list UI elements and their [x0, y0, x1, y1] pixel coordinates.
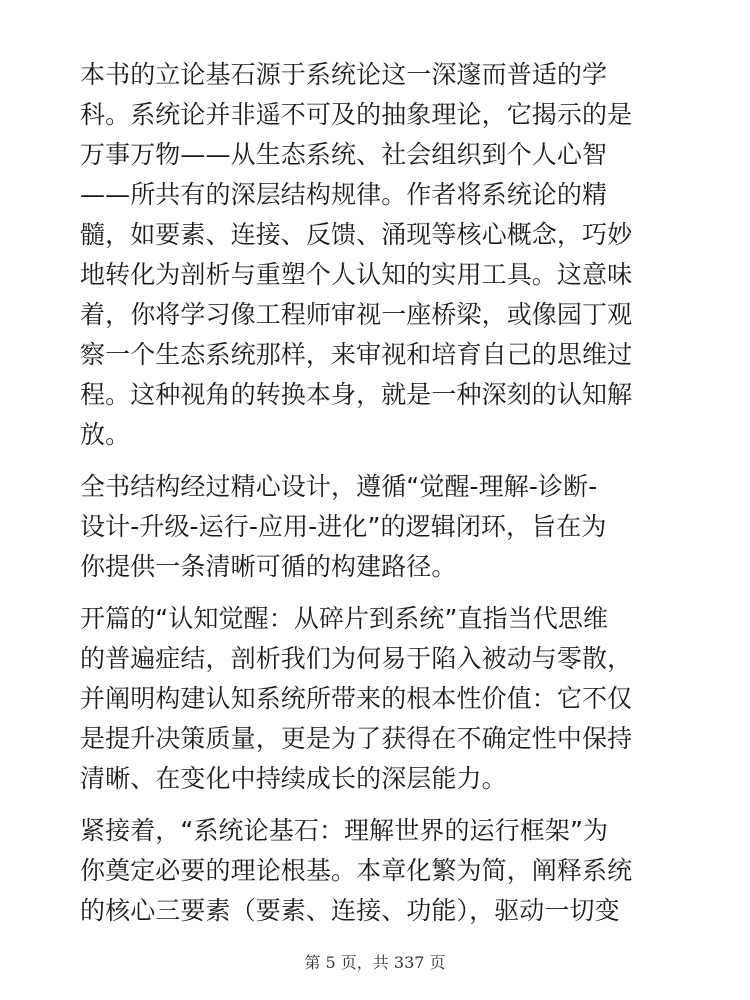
paragraph	[80, 467, 680, 587]
text-line: 设计-升级-运行-应用-进化”的逻辑闭环，旨在为	[80, 512, 607, 541]
page-number-footer: 第 5 页，共 337 页	[304, 953, 446, 972]
text-line: 程。这种视角的转换本身，就是一种深刻的认知解	[80, 380, 633, 409]
paragraph	[80, 55, 680, 455]
text-line: 放。	[80, 420, 131, 449]
text-line: 清晰、在变化中持续成长的深层能力。	[80, 764, 507, 793]
text-line: 你奠定必要的理论根基。本章化繁为简，阐释系统	[80, 856, 633, 885]
text-line: 察一个生态系统那样，来审视和培育自己的思维过	[80, 340, 633, 369]
page-body	[80, 55, 680, 943]
text-line: 的核心三要素（要素、连接、功能），驱动一切变	[80, 896, 620, 925]
text-line: 地转化为剖析与重塑个人认知的实用工具。这意味	[80, 260, 633, 289]
text-line: 科。系统论并非遥不可及的抽象理论，它揭示的是	[80, 100, 633, 129]
paragraph	[80, 811, 680, 931]
text-line: 开篇的“认知觉醒：从碎片到系统”直指当代思维	[80, 604, 609, 633]
text-line: ——所共有的深层结构规律。作者将系统论的精	[80, 180, 608, 209]
text-line: 髓，如要素、连接、反馈、涌现等核心概念，巧妙	[80, 220, 633, 249]
text-line: 的普遍症结，剖析我们为何易于陷入被动与零散，	[80, 644, 633, 673]
text-line: 你提供一条清晰可循的构建路径。	[80, 552, 457, 581]
paragraph	[80, 599, 680, 799]
text-line: 着，你将学习像工程师审视一座桥梁，或像园丁观	[80, 300, 633, 329]
text-line: 并阐明构建认知系统所带来的根本性价值：它不仅	[80, 684, 633, 713]
text-line: 是提升决策质量，更是为了获得在不确定性中保持	[80, 724, 633, 753]
text-line: 全书结构经过精心设计，遵循“觉醒-理解-诊断-	[80, 472, 598, 501]
text-line: 本书的立论基石源于系统论这一深邃而普适的学	[80, 60, 608, 89]
text-line: 紧接着，“系统论基石：理解世界的运行框架”为	[80, 816, 609, 845]
text-line: 万事万物——从生态系统、社会组织到个人心智	[80, 140, 608, 169]
